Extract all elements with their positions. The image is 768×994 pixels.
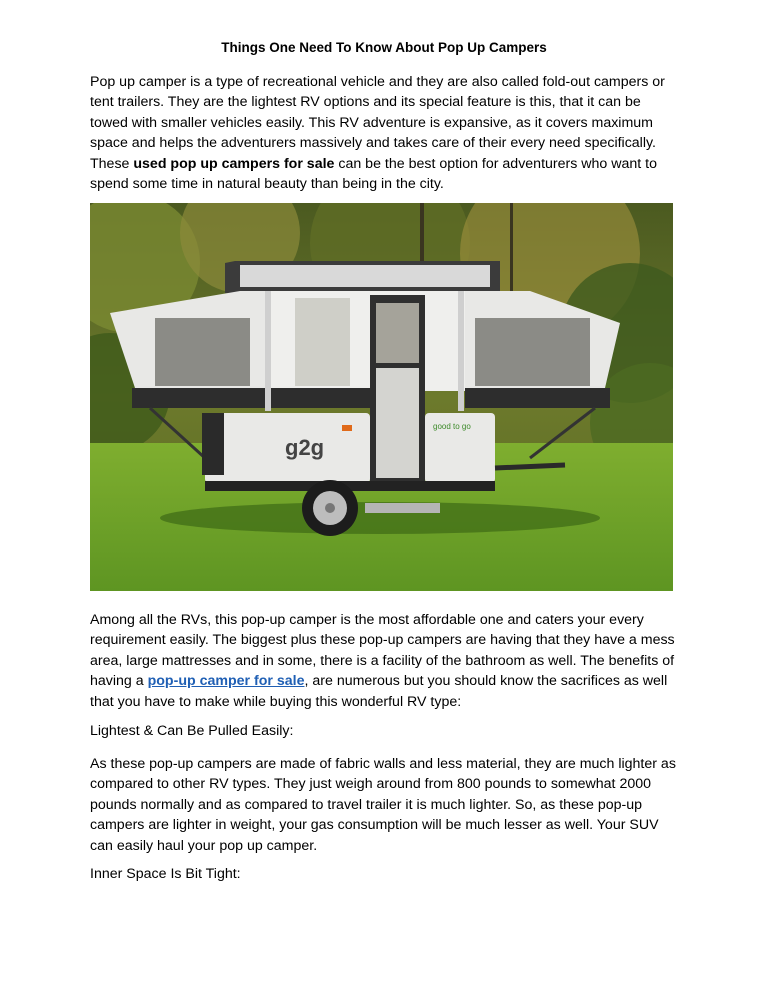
pop-up-camper-for-sale-link[interactable]: pop-up camper for sale bbox=[147, 673, 305, 690]
intro-bold-phrase: used pop up campers for sale bbox=[133, 155, 335, 172]
section-heading-lightest: Lightest & Can Be Pulled Easily: bbox=[90, 723, 294, 739]
document-title: Things One Need To Know About Pop Up Campers bbox=[221, 40, 547, 55]
trailer-side-label: good to go bbox=[433, 422, 471, 431]
trailer-logo: g2g bbox=[285, 435, 325, 460]
benefits-text-before: Among all the RVs, this pop-up camper is the most affordable one and caters your every requirement easily. The biggest plus these pop-up campers are having that they have a mess area, large mattresses and in some, there is a facility of the bathroom as well. The benefits of having a bbox=[90, 612, 675, 690]
section-heading-inner-space: Inner Space Is Bit Tight: bbox=[90, 866, 241, 882]
pop-up-camper-photo bbox=[90, 203, 673, 591]
benefits-paragraph bbox=[90, 610, 680, 712]
benefits-text-after: , are numerous but you should know the sacrifices as well that you have to make while buying this wonderful RV type: bbox=[90, 673, 668, 710]
intro-text-after: can be the best option for adventurers who want to spend some time in natural beauty than being in the city. bbox=[90, 155, 657, 193]
lightest-paragraph: As these pop-up campers are made of fabric walls and less material, they are much lighter as compared to other RV types. They just weigh around from 800 pounds to somewhat 2000 pounds normally and as compared to travel trailer it is much lighter. So, as these pop-up campers are lighter in weight, your gas consumption will be much lesser as well. Your SUV can easily haul your pop up camper. bbox=[90, 756, 676, 854]
intro-text-before: Pop up camper is a type of recreational vehicle and they are also called fold-out campers or tent trailers. They are the lightest RV options and its special feature is this, that it can be towed with smaller vehicles easily. This RV adventure is expansive, as it covers maximum space and helps the adventurers massively and takes care of their every need specifically. These bbox=[90, 74, 665, 172]
intro-paragraph bbox=[90, 72, 680, 194]
